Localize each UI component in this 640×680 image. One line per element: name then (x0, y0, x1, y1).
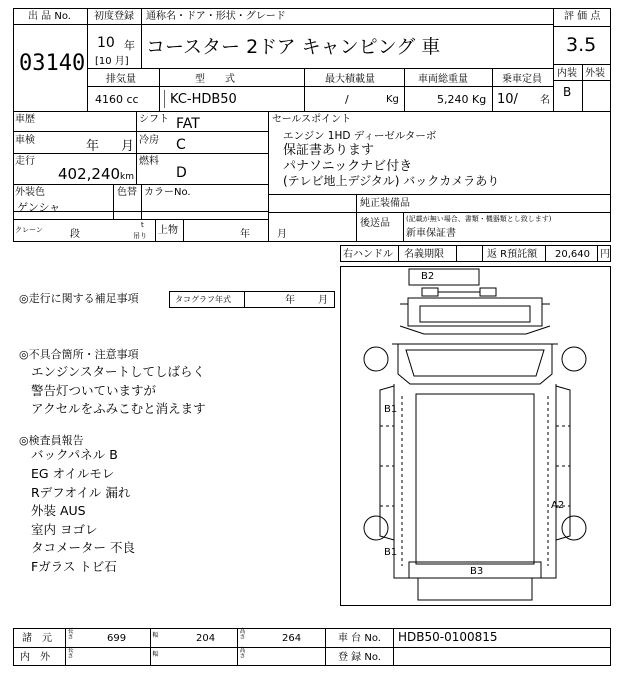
tachograph-label: タコグラフ年式 (175, 295, 231, 304)
mileage-unit: km (120, 172, 134, 182)
color-no-label: カラーNo. (144, 187, 191, 198)
capacity-unit: 名 (540, 95, 550, 106)
gross-weight-value: 5,240 Kg (437, 93, 487, 106)
dims-label: 諸 元 (22, 633, 52, 644)
registration-label: 登 録 No. (338, 652, 381, 663)
inspection-label: 車検 (15, 135, 35, 146)
inspector-line-7: Fガラス トビ石 (31, 559, 117, 574)
mileage-value: 402,240 (58, 165, 121, 183)
type-code: KC-HDB50 (170, 92, 237, 107)
interior-grade-label: 内装 (557, 68, 577, 79)
mileage-label: 走行 (15, 156, 35, 167)
height-value: 264 (282, 633, 302, 644)
diagram-mark-b1-left: B1 (384, 404, 398, 415)
rear-items-note: (記載が無い場合、書類・機器類とし致します) (406, 215, 552, 223)
exterior-color-label: 外装色 (15, 187, 45, 198)
sales-points-label: セールスポイント (272, 114, 352, 125)
sales-point-1: エンジン 1HD ディーゼルターボ (283, 130, 437, 142)
displacement-value: 4160 cc (95, 93, 139, 106)
rear-items-label: 後送品 (360, 218, 390, 229)
rating-label: 評 価 点 (564, 11, 601, 22)
inspection-month: 月 (121, 139, 135, 154)
vehicle-damage-diagram (340, 266, 610, 605)
exterior-color-value: ゲンシャ (17, 201, 61, 214)
fuel-value: D (176, 165, 187, 181)
refund-unit: 円 (600, 249, 610, 260)
fuel-label: 燃料 (139, 156, 159, 167)
height-label-2: 高さ (239, 647, 246, 660)
color-swatch-label: 色替 (117, 187, 137, 198)
shift-label: シフト (139, 114, 169, 125)
refund-label: 返 R預託額 (487, 249, 538, 260)
rear-items-value: 新車保証書 (406, 228, 456, 239)
interior-grade-value: B (563, 85, 572, 99)
crane-step: 段 (70, 229, 80, 240)
model-label: 通称名・ドア・形状・グレード (146, 11, 286, 22)
lot-number: 03140 (19, 51, 86, 76)
top-install-month: 月 (277, 229, 287, 240)
top-install-label: 上物 (158, 225, 178, 236)
title-deadline-label: 名義期限 (404, 249, 444, 260)
inspector-line-1: バックパネル B (31, 447, 118, 462)
defects-title: ◎不具合箇所・注意事項 (19, 348, 139, 361)
inspector-line-6: タコメーター 不良 (31, 540, 135, 555)
history-label: 車歴 (15, 114, 35, 125)
rating-value: 3.5 (566, 34, 597, 56)
inspector-line-3: Rデフオイル 漏れ (31, 485, 131, 500)
first-reg-month: [10 月] (95, 56, 129, 67)
inspector-report-title: ◎検査員報告 (19, 434, 84, 447)
capacity-label: 乗車定員 (502, 74, 542, 85)
diagram-mark-b2: B2 (421, 271, 435, 282)
height-label: 高さ (239, 628, 246, 641)
type-label: 型 式 (195, 74, 235, 85)
capacity-value: 10/ (497, 92, 518, 107)
right-hand-drive-label: 右ハンドル (343, 249, 393, 260)
crane-ton: t (141, 221, 144, 229)
diagram-mark-b1-rear: B1 (384, 547, 398, 558)
defect-line-3: アクセルをふみこむと消えます (31, 401, 206, 416)
width-label-2: 幅 (152, 651, 159, 658)
defect-line-2: 警告灯ついていますが (31, 383, 157, 398)
first-reg-year-unit: 年 (124, 39, 135, 52)
sales-point-4: (テレビ地上デジタル) バックカメラあり (283, 174, 500, 188)
length-label: 長さ (67, 628, 74, 641)
interior-exterior-label: 内 外 (20, 652, 50, 663)
lot-label: 出 品 No. (28, 11, 71, 22)
inspector-line-5: 室内 ヨゴレ (31, 522, 98, 537)
first-reg-year: 10 (97, 35, 115, 51)
max-load-unit: Kg (386, 94, 399, 105)
tachograph-month: 月 (318, 295, 328, 306)
crane-label: クレーン (15, 226, 43, 234)
inspection-year: 年 (86, 139, 100, 154)
chassis-label: 車 台 No. (338, 633, 381, 644)
width-label: 幅 (152, 632, 159, 639)
defect-line-1: エンジンスタートしてしばらく (31, 364, 206, 379)
diagram-mark-b3: B3 (470, 566, 484, 577)
length-label-2: 長さ (67, 647, 74, 660)
first-reg-label: 初度登録 (94, 11, 134, 22)
chassis-number: HDB50-0100815 (398, 630, 498, 644)
model-name: コースター 2ドア キャンピング 車 (146, 36, 441, 58)
diagram-mark-a2: A2 (551, 500, 565, 511)
crane-hoist: 吊り (133, 232, 147, 240)
gross-weight-label: 車両総重量 (418, 74, 468, 85)
width-value: 204 (196, 633, 216, 644)
inspector-line-4: 外装 AUS (31, 503, 86, 518)
sales-point-2: 保証書あります (283, 143, 375, 158)
length-value: 699 (107, 633, 127, 644)
driving-notes-title: ◎走行に関する補足事項 (19, 292, 139, 305)
top-install-year: 年 (240, 229, 250, 240)
displacement-label: 排気量 (106, 74, 136, 85)
max-load-label: 最大積載量 (325, 74, 375, 85)
refund-value: 20,640 (555, 249, 590, 260)
inspector-line-2: EG オイルモレ (31, 466, 115, 481)
ac-value: C (176, 137, 186, 153)
shift-value: FAT (176, 116, 200, 132)
ac-label: 冷房 (139, 135, 159, 146)
max-load-value: / (345, 93, 349, 106)
exterior-grade-label: 外装 (585, 68, 605, 79)
genuine-equipment-label: 純正装備品 (360, 198, 410, 209)
sales-point-3: パナソニックナビ付き (283, 159, 413, 174)
tachograph-year: 年 (285, 295, 295, 306)
